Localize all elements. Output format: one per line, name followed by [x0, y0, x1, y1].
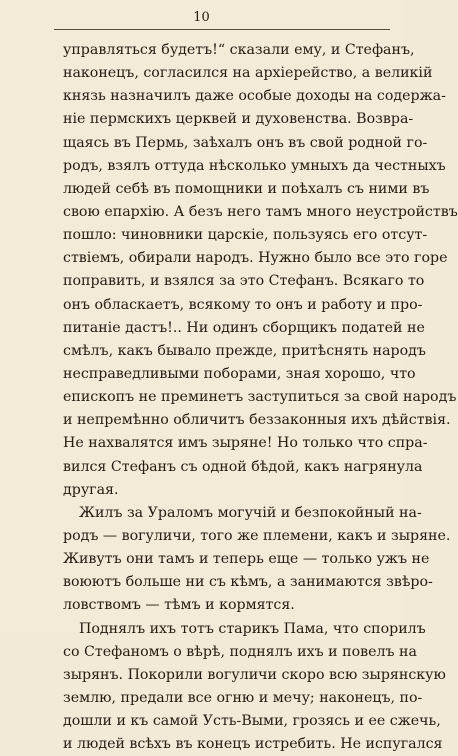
text-line: пошло: чиновники царскіе, пользуясь его отсут-: [63, 227, 428, 244]
text-line: зырянъ. Покорили вогуличи скоро всю зырянскую: [63, 666, 446, 683]
text-line: наконецъ, согласился на архіерейство, а великій: [63, 65, 433, 82]
text-line: и непремѣнно обличитъ беззаконныя ихъ дѣйствія.: [63, 412, 451, 429]
text-line: несправедливыми поборами, зная хорошо, что: [63, 365, 416, 382]
text-line: Поднялъ ихъ тотъ старикъ Пама, что спорилъ: [79, 620, 426, 637]
text-line: другая.: [63, 481, 119, 498]
text-line: людей себѣ въ помощники и поѣхалъ съ ними въ: [63, 180, 430, 197]
text-line: управляться будетъ!“ сказали ему, и Стефанъ,: [63, 42, 415, 58]
text-line: свою епархію. А безъ него тамъ много неустройствъ: [63, 203, 458, 220]
text-line: землю, предали все огню и мечу; наконецъ, по-: [63, 689, 423, 706]
body-text: [63, 39, 458, 756]
text-line: родъ — вогуличи, того же племени, какъ и зыряне.: [63, 527, 451, 544]
text-line: вился Стефанъ съ одной бѣдой, какъ нагрянула: [63, 458, 423, 475]
text-line: и людей всѣхъ въ конецъ истребить. Не испугался: [63, 736, 443, 753]
text-line: Живутъ они тамъ и теперь еще — только ужъ не: [63, 551, 430, 568]
text-line: питаніе дастъ!.. Ни одинъ сборщикъ податей не: [63, 319, 425, 336]
text-line: ствіемъ, обирали народъ. Нужно было все это горе: [63, 250, 448, 267]
text-line: ніе пермскихъ церквей и духовенства. Возвра-: [63, 111, 414, 128]
text-line: щаясь въ Пермь, заѣхалъ онъ въ свой родной го-: [63, 134, 428, 151]
header-rule: [54, 29, 390, 30]
text-line: Жилъ за Ураломъ могучій и безпокойный на-: [79, 504, 422, 521]
text-line: со Стефаномъ о вѣрѣ, поднялъ ихъ и повелъ на: [63, 643, 417, 660]
text-line: епископъ не преминетъ заступиться за свой народъ: [63, 389, 457, 406]
text-line: смѣлъ, какъ бывало прежде, притѣснять народъ: [63, 342, 426, 359]
text-line: поправить, и взялся за это Стефанъ. Всякаго то: [63, 273, 425, 290]
text-line: родъ, взялъ оттуда нѣсколько умныхъ да честныхъ: [63, 157, 446, 174]
text-line: ловствомъ — тѣмъ и кормятся.: [63, 597, 295, 614]
text-line: воюютъ больше ни съ кѣмъ, а занимаются звѣро-: [63, 574, 433, 591]
text-line: онъ обласкаетъ, всякому то онъ и работу и про-: [63, 296, 423, 313]
text-line: Не нахвалятся имъ зыряне! Но только что спра-: [63, 435, 428, 452]
text-line: князь назначилъ даже особые доходы на содержа-: [63, 88, 446, 105]
page-number: 10: [193, 10, 210, 25]
text-line: дошли и къ самой Усть-Выми, грозясь и ее сжечь,: [63, 713, 441, 730]
